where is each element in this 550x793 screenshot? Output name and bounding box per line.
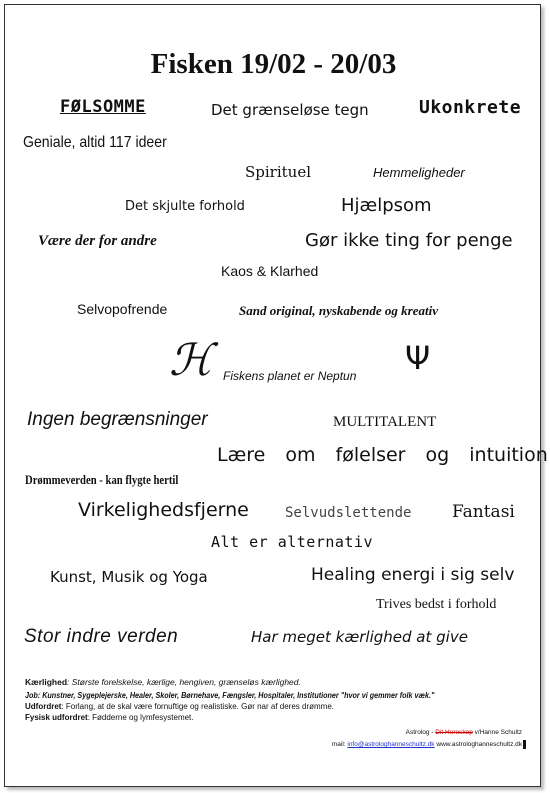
word-spirituel: Spirituel: [245, 163, 312, 181]
page-title: Fisken 19/02 - 20/03: [150, 48, 397, 80]
credit-suffix: v/Hanne Schultz: [472, 729, 522, 736]
word-selvopofrende: Selvopofrende: [77, 301, 168, 317]
word-graenselose: Det grænseløse tegn: [211, 101, 369, 119]
word-folsomme: FØLSOMME: [60, 97, 146, 117]
word-virkelighed: Virkelighedsfjerne: [78, 499, 249, 521]
mail-label: mail:: [331, 741, 348, 749]
word-healing: Healing energi i sig selv: [311, 565, 515, 585]
word-kunst: Kunst, Musik og Yoga: [50, 568, 208, 586]
footer-kaerlighed: [25, 677, 301, 687]
word-ingen: Ingen begrænsninger: [27, 409, 208, 430]
word-stor: Stor indre verden: [24, 626, 179, 647]
word-fantasi: Fantasi: [452, 502, 515, 522]
word-skjulte: Det skjulte forhold: [125, 199, 245, 214]
word-drommeverden: Drømmeverden - kan flygte hertil: [25, 472, 179, 487]
credit-strike: Dit Horoskop: [435, 729, 473, 736]
word-hemmeligheder: Hemmeligheder: [373, 165, 465, 180]
credit-prefix: Astrolog -: [405, 729, 436, 736]
footer-job-label: Job: [25, 691, 38, 700]
footer-kaerlighed-label: Kærlighed: [25, 677, 68, 687]
email-link[interactable]: info@astrologhanneschultz.dk: [347, 741, 435, 749]
footer-fysisk: [25, 713, 194, 722]
word-planet: Fiskens planet er Neptun: [223, 369, 357, 383]
footer-udfordret-label: Udfordret: [25, 702, 62, 711]
footer-fysisk-label: Fysisk udfordret: [25, 713, 88, 722]
footer-udfordret: [25, 702, 334, 711]
word-geniale: Geniale, altid 117 ideer: [23, 134, 167, 151]
pisces-symbol-icon: ℋ: [169, 335, 213, 386]
footer-job: [25, 691, 434, 700]
word-sand: Sand original, nyskabende og kreativ: [239, 303, 438, 318]
word-har: Har meget kærlighed at give: [251, 628, 468, 646]
footer-fysisk-text: : Fødderne og lymfesystemet.: [87, 713, 194, 722]
document-page: [4, 4, 548, 787]
contact-line: [332, 740, 526, 749]
word-vaere: Være der for andre: [38, 233, 157, 249]
word-selvudslettende: Selvudslettende: [285, 505, 412, 521]
word-hjaelpsom: Hjælpsom: [341, 195, 432, 216]
text-cursor: [523, 740, 526, 749]
credit-line: [406, 729, 522, 736]
footer-kaerlighed-text: : Største forelskelse, kærlige, hengiven, grænseløs kærlighed.: [67, 677, 301, 687]
word-trives: Trives bedst i forhold: [376, 597, 497, 612]
word-goer: Gør ikke ting for penge: [305, 230, 513, 251]
neptune-symbol-icon: Ψ: [405, 339, 431, 377]
word-alt: Alt er alternativ: [211, 533, 374, 551]
footer-udfordret-text: : Forlang, at de skal være fornuftige og realistiske. Gør nar af deres drømme.: [61, 702, 335, 711]
word-laere: Lære om følelser og intuition: [217, 444, 548, 466]
word-ukonkrete: Ukonkrete: [419, 97, 522, 118]
footer-job-text: : Kunstner, Sygeplejerske, Healer, Skoler, Børnehave, Fængsler, Hospitaler, Institutioner "hvor vi gemmer folk væk.": [37, 691, 435, 700]
website-text: www.astrologhanneschultz.dk: [434, 741, 522, 749]
word-kaos: Kaos & Klarhed: [221, 263, 319, 279]
word-multitalent: MULTITALENT: [333, 414, 437, 430]
